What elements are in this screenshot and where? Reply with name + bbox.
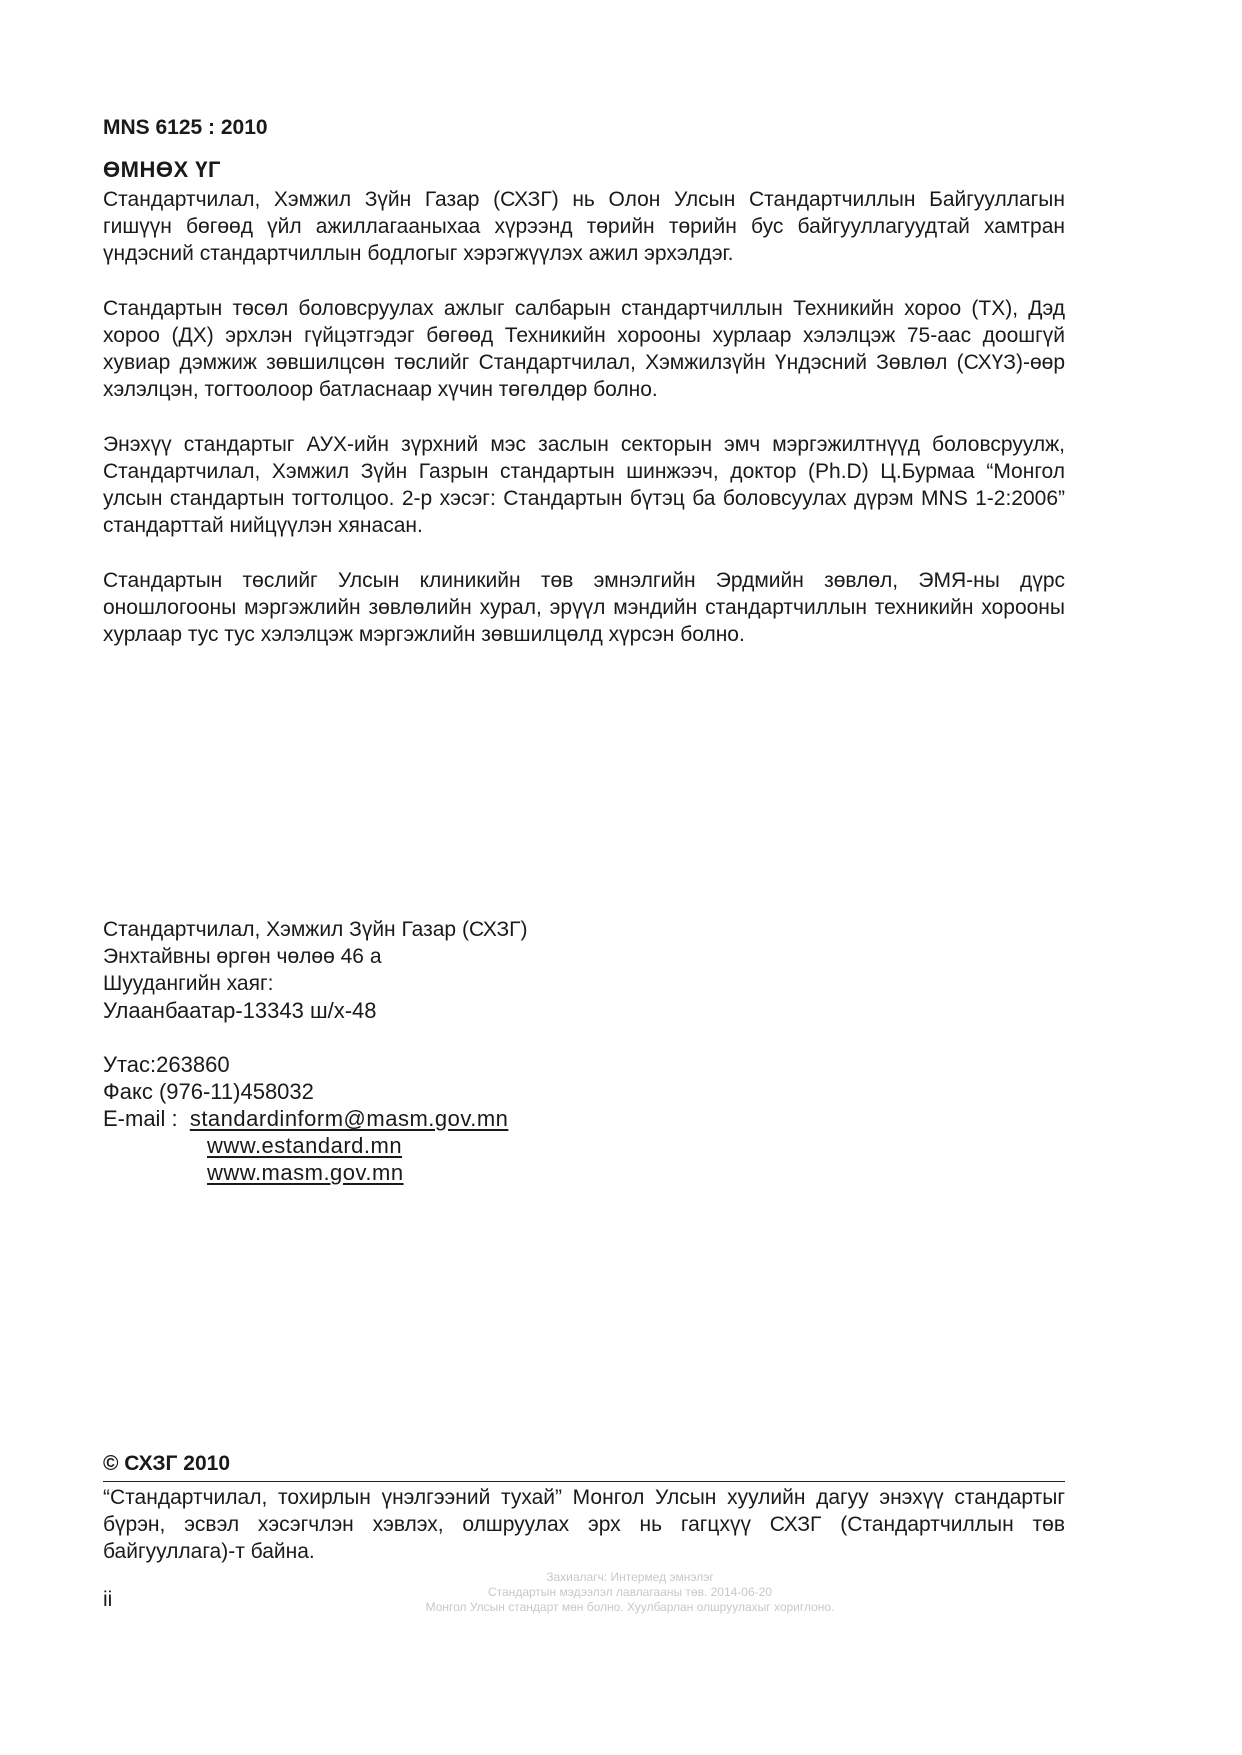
foreword-paragraph: Энэхүү стандартыг АУХ-ийн зүрхний мэс заслын секторын эмч мэргэжилтнүүд боловсруулж, Стандартчилал, Хэмжил Зүйн Газрын стандартын шинжээч, доктор (Ph.D) Ц.Бурмаа “Монгол улсын стандартын тогтолцоо. 2-р хэсэг: Стандартын бүтэц ба боловсуулах дүрэм MNS 1-2:2006” стандарттай нийцүүлэн хянасан. bbox=[103, 433, 1065, 537]
website-row bbox=[103, 1159, 528, 1186]
contact-org: Стандартчилал, Хэмжил Зүйн Газар (СХЗГ) bbox=[103, 918, 528, 941]
contact-city: Улаанбаатар-13343 ш/х-48 bbox=[103, 998, 377, 1023]
email-link[interactable]: standardinform@masm.gov.mn bbox=[189, 1106, 509, 1131]
foreword-paragraph: Стандартын төсөл боловсруулах ажлыг салбарын стандартчиллын Техникийн хороо (ТХ), Дэд хороо (ДХ) эрхлэн гүйцэтгэдэг бөгөөд Техникийн хорооны хурлаар хэлэлцэж 75-аас доошгүй хувиар дэмжиж зөвшилцсөн төслийг Стандартчилал, Хэмжилзүйн Үндэсний Зөвлөл (СХҮЗ)-өөр хэлэлцэн, тогтоолоор батлаcнаар хүчин төгөлдөр болно. bbox=[103, 297, 1065, 401]
contact-mail-label: Шуудангийн хаяг: bbox=[103, 972, 274, 995]
page-number: ii bbox=[103, 1588, 113, 1611]
website-link-estandard[interactable]: www.estandard.mn bbox=[207, 1133, 403, 1158]
foreword-paragraph: Стандартчилал, Хэмжил Зүйн Газар (СХЗГ) нь Олон Улсын Стандартчиллын Байгууллагын гишүүн бөгөөд үйл ажиллагааныхаа хүрээнд төрийн төрийн бус байгууллагуудтай хамтран үндэсний стандартчиллын бодлогыг хэрэгжүүлэх ажил эрхэлдэг. bbox=[103, 188, 1065, 265]
watermark-stamp bbox=[330, 1570, 930, 1615]
website-row bbox=[103, 1132, 528, 1159]
foreword-paragraph: Стандартын төслийг Улсын клиникийн төв эмнэлгийн Эрдмийн зөвлөл, ЭМЯ-ны дүрс оношлогооны мэргэжлийн зөвлөлийн хурал, эрүүл мэндийн стандартчиллын техникийн хорооны хурлаар тус тус хэлэлцэж мэргэжлийн зөвшилцөлд хүрсэн болно. bbox=[103, 569, 1065, 646]
email-row bbox=[103, 1105, 528, 1132]
stamp-line: Монгол Улсын стандарт мөн болно. Хуулбарлан олшруулахыг хориглоно. bbox=[425, 1600, 835, 1614]
copyright-divider bbox=[103, 1481, 1065, 1482]
contact-block bbox=[103, 916, 528, 1186]
copyright-title: © СХЗГ 2010 bbox=[103, 1452, 231, 1475]
stamp-line: Стандартын мэдээлэл лавлагааны төв. 2014-06-20 bbox=[487, 1585, 772, 1599]
contact-phone: Утас:263860 bbox=[103, 1052, 230, 1077]
website-link-masm[interactable]: www.masm.gov.mn bbox=[207, 1160, 404, 1185]
foreword-body bbox=[103, 186, 1065, 676]
contact-fax: Факс (976-11)458032 bbox=[103, 1079, 314, 1104]
email-label: E-mail : bbox=[103, 1106, 184, 1131]
stamp-line: Захиалагч: Интермед эмнэлэг bbox=[546, 1570, 714, 1584]
copyright-text: “Стандартчилал, тохирлын үнэлгээний тухай” Монгол Улсын хуулийн дагуу энэхүү стандартыг бүрэн, эсвэл хэсэгчлэн хэвлэх, олшруулах эрх нь гагцхүү СХЗГ (Стандартчиллын төв байгууллага)-т байна. bbox=[103, 1486, 1065, 1563]
foreword-title: ӨМНӨХ ҮГ bbox=[103, 157, 221, 182]
contact-address: Энхтайвны өргөн чөлөө 46 а bbox=[103, 945, 382, 968]
spacer bbox=[103, 1024, 528, 1051]
standard-number: MNS 6125 : 2010 bbox=[103, 116, 268, 139]
